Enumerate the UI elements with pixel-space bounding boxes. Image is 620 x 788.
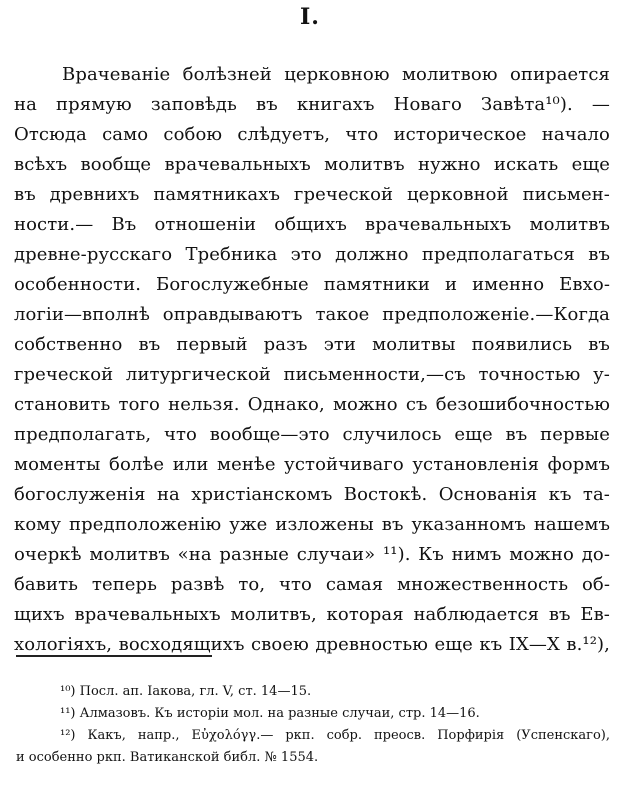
text-line: на прямую заповѣдь въ книгахъ Новаго Завѣта¹⁰). — [14,94,610,115]
footnote-12-continuation: и особенно ркп. Ватиканской библ. № 1554. [16,750,319,765]
text-line: древне-русскаго Требника это должно предполагаться въ [14,244,610,265]
text-line: особенности. Богослужебные памятники и именно Евхо- [14,274,610,295]
text-line: хологiяхъ, восходящихъ своею древностью еще къ IX—X в.¹²), [14,634,610,655]
text-line: въ древнихъ памятникахъ греческой церковной письмен- [14,184,610,205]
section-heading: I. [300,4,320,30]
text-line: кому предположенiю уже изложены въ указанномъ нашемъ [14,514,610,535]
footnotes [16,681,610,769]
text-line: ности.— Въ отношенiи общихъ врачевальныхъ молитвъ [14,214,610,235]
footnote-divider [16,655,212,657]
text-line: собственно въ первый разъ эти молитвы появились въ [14,334,610,355]
main-text [14,60,610,660]
text-line: моменты болѣе или менѣе устойчиваго установленiя формъ [14,454,610,475]
text-line: богослуженiя на христiанскомъ Востокѣ. Основанiя къ та- [14,484,610,505]
text-line: всѣхъ вообще врачевальныхъ молитвъ нужно искать еще [14,154,610,175]
text-line: греческой литургической письменности,—съ точностью у- [14,364,610,385]
text-line: очеркѣ молитвъ «на разные случаи» ¹¹). Къ нимъ можно до- [14,544,610,565]
footnote-10: ¹⁰) Посл. ап. Iакова, гл. V, ст. 14—15. [60,684,312,699]
text-line: бавить теперь развѣ то, что самая множественность об- [14,574,610,595]
text-line: Врачеванiе болѣзней церковною молитвою опирается [62,64,610,85]
text-line: логiи—вполнѣ оправдываютъ такое предположенiе.—Когда [14,304,610,325]
text-line: становить того нельзя. Однако, можно съ безошибочностью [14,394,610,415]
footnote-11: ¹¹) Алмазовъ. Къ исторiи мол. на разные случаи, стр. 14—16. [60,706,480,721]
text-line: Отсюда само собою слѣдуетъ, что историческое начало [14,124,610,145]
text-line: предполагать, что вообще—это случилось еще въ первые [14,424,610,445]
text-line: щихъ врачевальныхъ молитвъ, которая наблюдается въ Ев- [14,604,610,625]
footnote-12: ¹²) Какъ, напр., Εὐχολόγγ.— ркп. собр. преосв. Порфирiя (Успенскаго), [60,728,610,743]
